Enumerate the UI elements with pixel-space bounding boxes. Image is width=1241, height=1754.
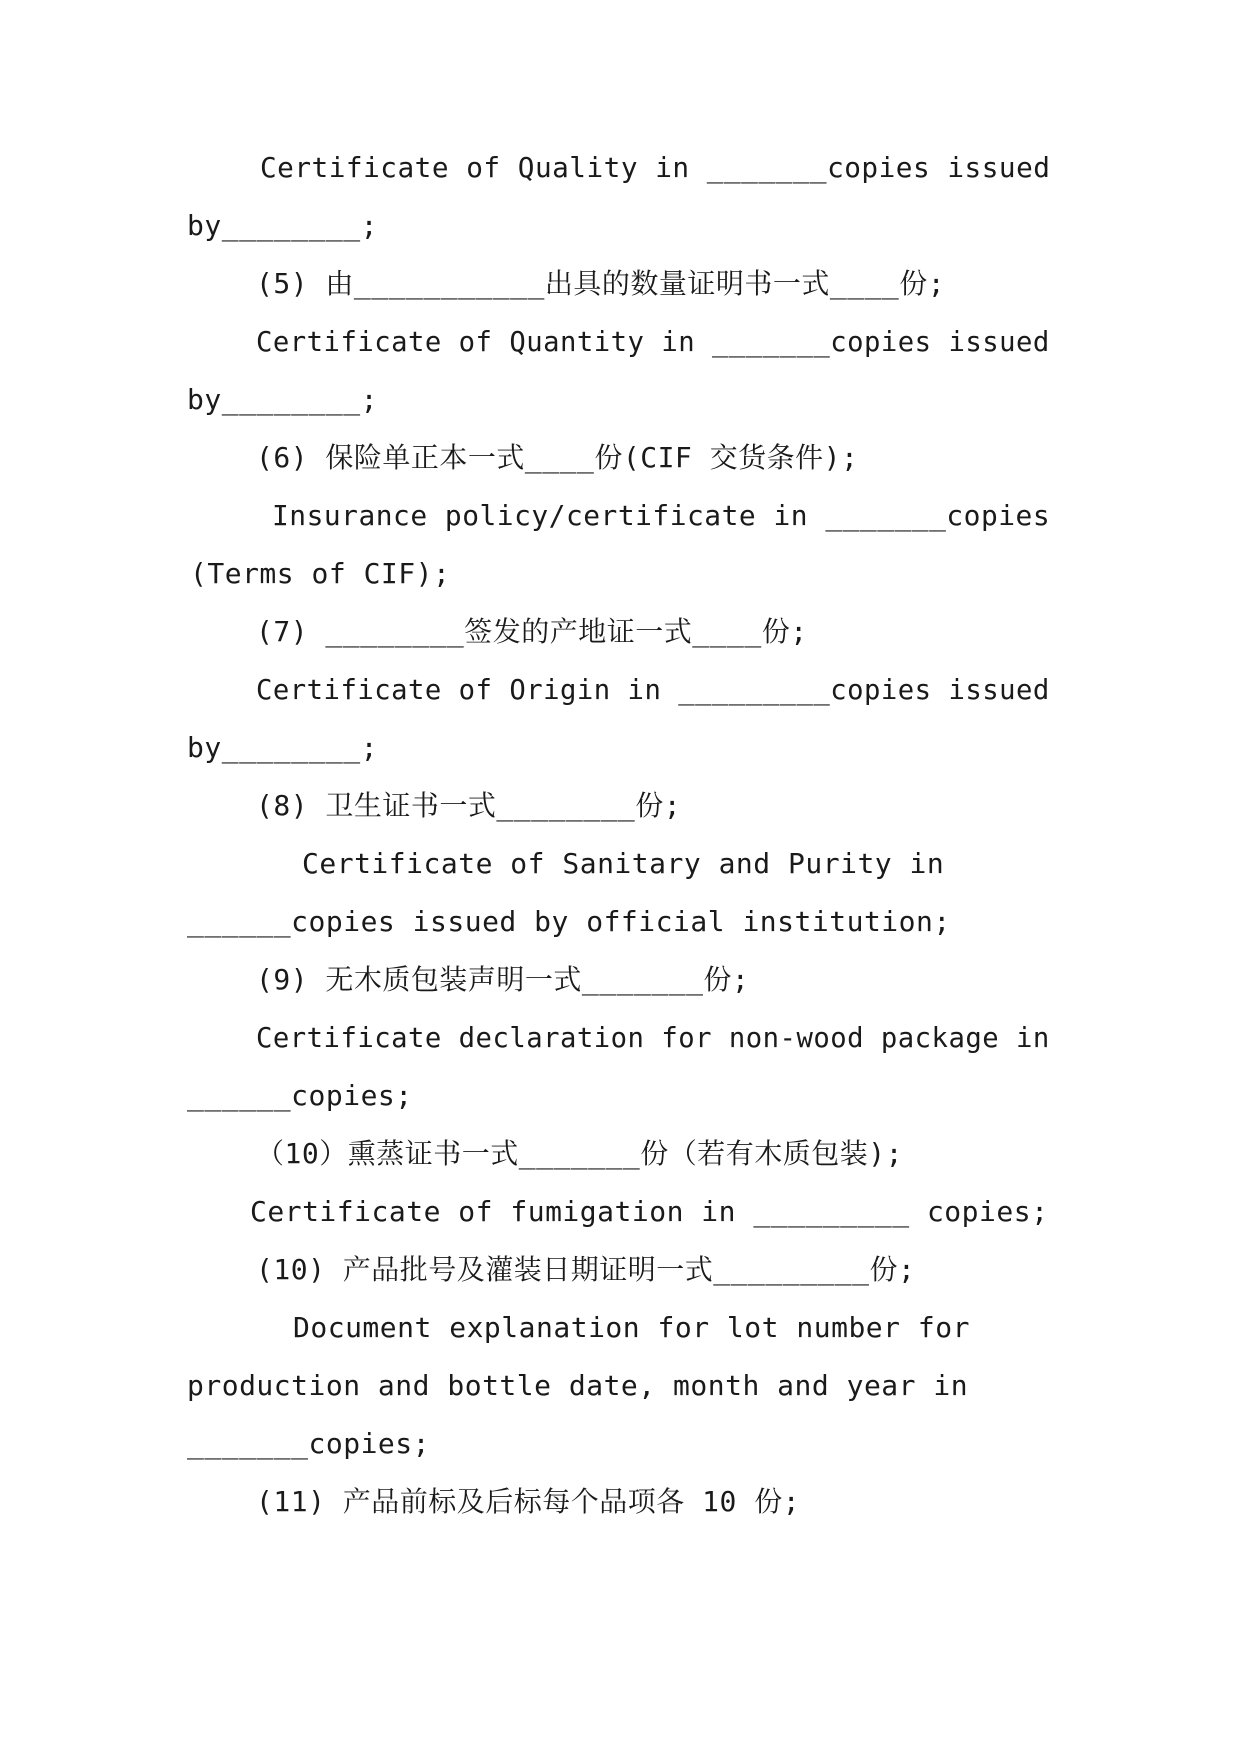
document-line: Certificate declaration for non-wood package in	[256, 1021, 1050, 1054]
lot-explanation-line	[293, 1308, 970, 1348]
item-7-heading	[256, 612, 808, 652]
document-line: (5) 由___________出具的数量证明书一式____份;	[256, 267, 946, 300]
document-line: (11) 产品前标及后标每个品项各 10 份;	[256, 1485, 801, 1518]
insurance-terms-line	[190, 554, 450, 594]
sanitary-certificate-line	[302, 844, 944, 884]
document-line: Certificate of Origin in _________copies issued	[256, 673, 1050, 706]
item-10-lot-heading	[256, 1250, 915, 1290]
quality-certificate-line	[260, 148, 1051, 188]
document-line: production and bottle date, month and year in	[187, 1369, 969, 1402]
document-line: ______copies;	[187, 1079, 413, 1112]
document-line: Document explanation for lot number for	[293, 1311, 970, 1344]
fumigation-certificate-line	[250, 1192, 1048, 1232]
document-line: (10) 产品批号及灌装日期证明一式_________份;	[256, 1253, 916, 1286]
document-line: by________;	[187, 209, 378, 242]
sanitary-copies-line	[187, 902, 951, 942]
lot-production-line	[187, 1366, 968, 1406]
non-wood-declaration-line	[256, 1018, 1050, 1058]
document-line: （10）熏蒸证书一式_______份（若有木质包装);	[256, 1137, 903, 1170]
document-line: by________;	[187, 731, 378, 764]
document-line: Certificate of Quantity in _______copies issued	[256, 325, 1050, 358]
item-10-fumigation-heading	[256, 1134, 903, 1174]
origin-issuer-line	[187, 728, 378, 768]
document-line: Certificate of Quality in _______copies issued	[260, 151, 1051, 184]
document-line: (7) ________签发的产地证一式____份;	[256, 615, 808, 648]
document-line: (Terms of CIF);	[190, 557, 451, 590]
item-9-heading	[256, 960, 749, 1000]
quantity-issuer-line	[187, 380, 378, 420]
document-line: (6) 保险单正本一式____份(CIF 交货条件);	[256, 441, 859, 474]
document-line: Certificate of fumigation in _________ copies;	[250, 1195, 1049, 1228]
lot-copies-line	[187, 1424, 430, 1464]
quality-issuer-line	[187, 206, 378, 246]
item-5-heading	[256, 264, 945, 304]
non-wood-copies-line	[187, 1076, 413, 1116]
document-line: Insurance policy/certificate in _______copies	[272, 499, 1051, 532]
document-line: (8) 卫生证书一式________份;	[256, 789, 682, 822]
quantity-certificate-line	[256, 322, 1050, 362]
origin-certificate-line	[256, 670, 1050, 710]
item-11-heading	[256, 1482, 800, 1522]
document-line: _______copies;	[187, 1427, 431, 1460]
item-8-heading	[256, 786, 681, 826]
document-line: ______copies issued by official institution;	[187, 905, 951, 938]
insurance-policy-line	[272, 496, 1050, 536]
document-line: by________;	[187, 383, 378, 416]
item-6-heading	[256, 438, 858, 478]
document-line: (9) 无木质包装声明一式_______份;	[256, 963, 750, 996]
document-line: Certificate of Sanitary and Purity in	[302, 847, 945, 880]
